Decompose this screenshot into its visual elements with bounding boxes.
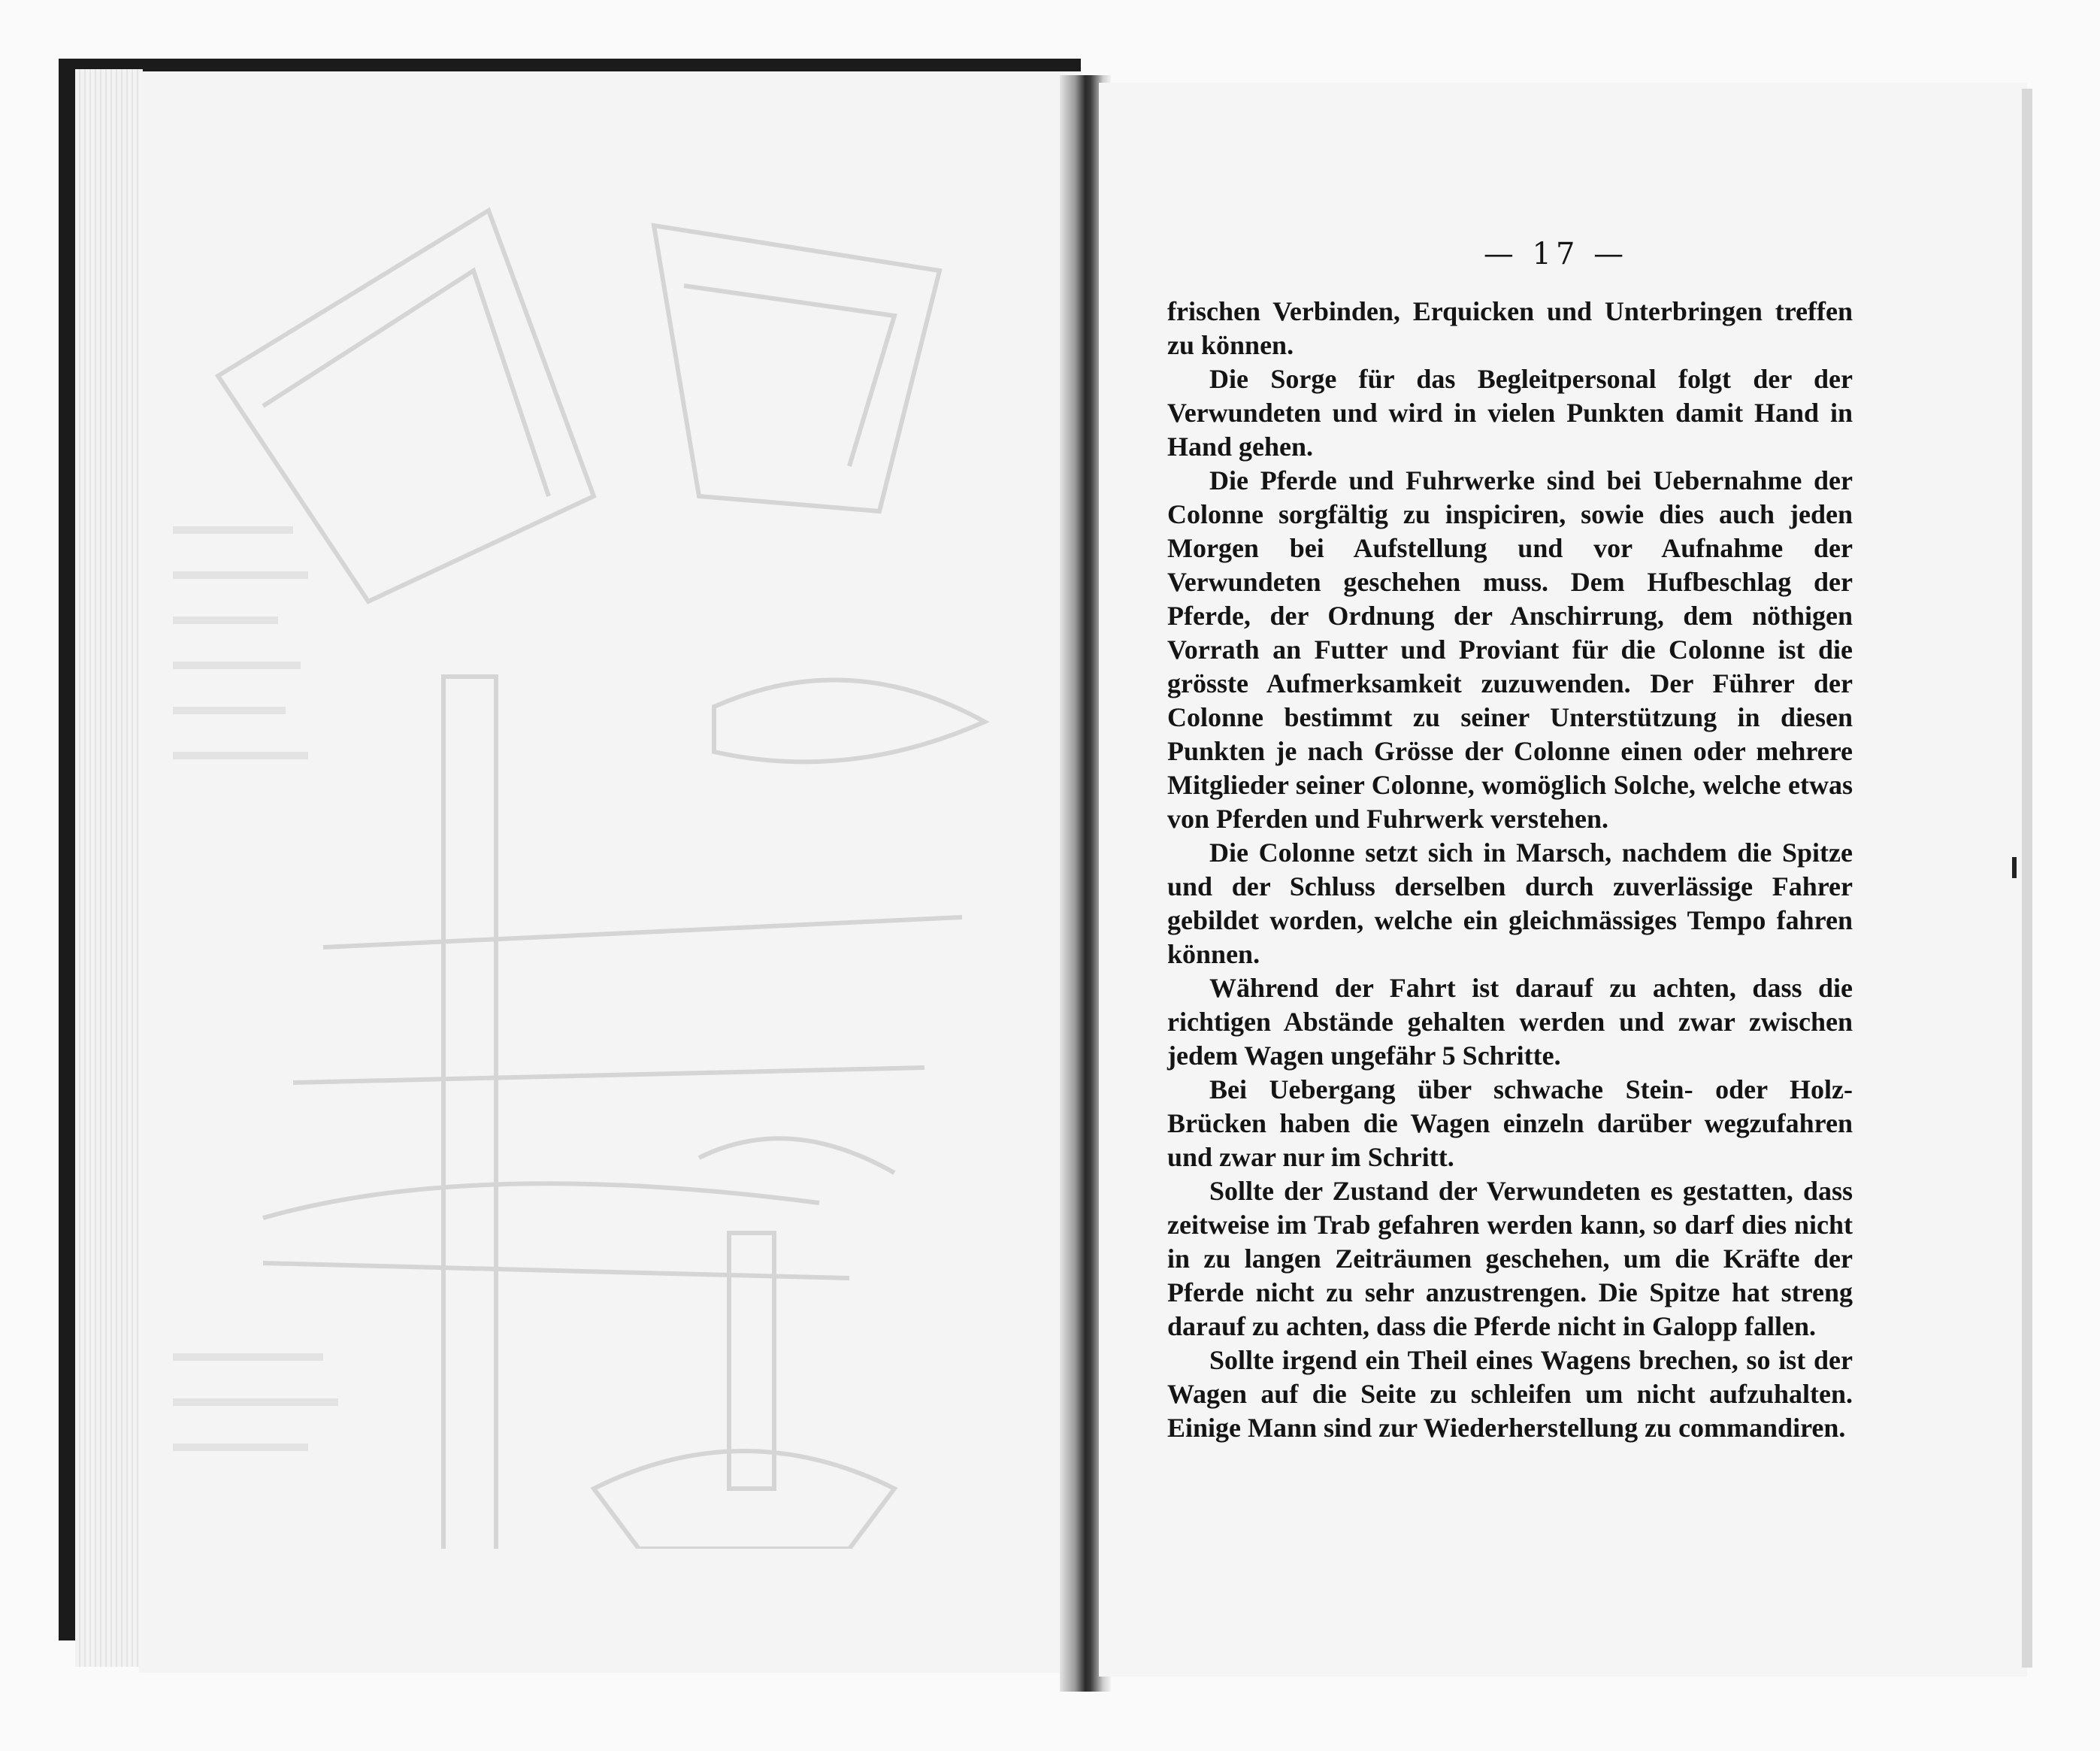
paragraph: Sollte irgend ein Theil eines Wagens brechen, so ist der Wagen auf die Seite zu schleifen um nicht aufzuhalten. Einige Mann sind zur Wiederherstellung zu commandiren. [1167,1345,1853,1443]
page-number: — 17 — [1483,237,1629,271]
paragraph: Die Colonne setzt sich in Marsch, nachdem die Spitze und der Schluss derselben durch zuverlässige Fahrer gebildet worden, welche ein gleichmässiges Tempo fahren können. [1167,838,1853,969]
paragraph: Die Sorge für das Begleitpersonal folgt der der Verwundeten und wird in vielen Punkten damit Hand in Hand gehen. [1167,364,1853,462]
paragraph: Bei Uebergang über schwache Stein- oder Holz-Brücken haben die Wagen einzeln darüber wegzufahren und zwar nur im Schritt. [1167,1074,1853,1172]
paragraph: Während der Fahrt ist darauf zu achten, dass die richtigen Abstände gehalten werden und zwar zwischen jedem Wagen ungefähr 5 Schritte. [1167,973,1853,1071]
paragraph: Sollte der Zustand der Verwundeten es gestatten, dass zeitweise im Trab gefahren werden kann, so darf dies nicht in zu langen Zeiträumen geschehen, um die Kräfte der Pferde nicht zu sehr anzustrengen. Die Spitze hat streng darauf zu achten, dass die Pferde nicht in Galopp fallen. [1167,1176,1853,1341]
right-page-edge [2022,89,2032,1668]
page-text [1167,295,1853,1445]
paragraph: frischen Verbinden, Erquicken und Unterbringen treffen zu können. [1167,296,1853,360]
page-stack-edges [75,69,143,1667]
paragraph: Die Pferde und Fuhrwerke sind bei Uebernahme der Colonne sorgfältig zu inspiciren, sowie dies auch jeden Morgen bei Aufstellung und vor Aufnahme der Verwundeten geschehen muss. Dem Hufbeschlag der Pferde, der Ordnung der Anschirrung, dem nöthigen Vorrath an Futter und Proviant für die Colonne ist die grösste Aufmerksamkeit zuzuwenden. Der Führer der Colonne bestimmt zu seiner Unterstützung in diesen Punkten je nach Grösse der Colonne einen oder mehrere Mitglieder seiner Colonne, womöglich Solche, welche etwas von Pferden und Fuhrwerk verstehen. [1167,465,1853,834]
bleed-through-illustration [173,180,1015,1549]
margin-mark [2012,857,2017,878]
